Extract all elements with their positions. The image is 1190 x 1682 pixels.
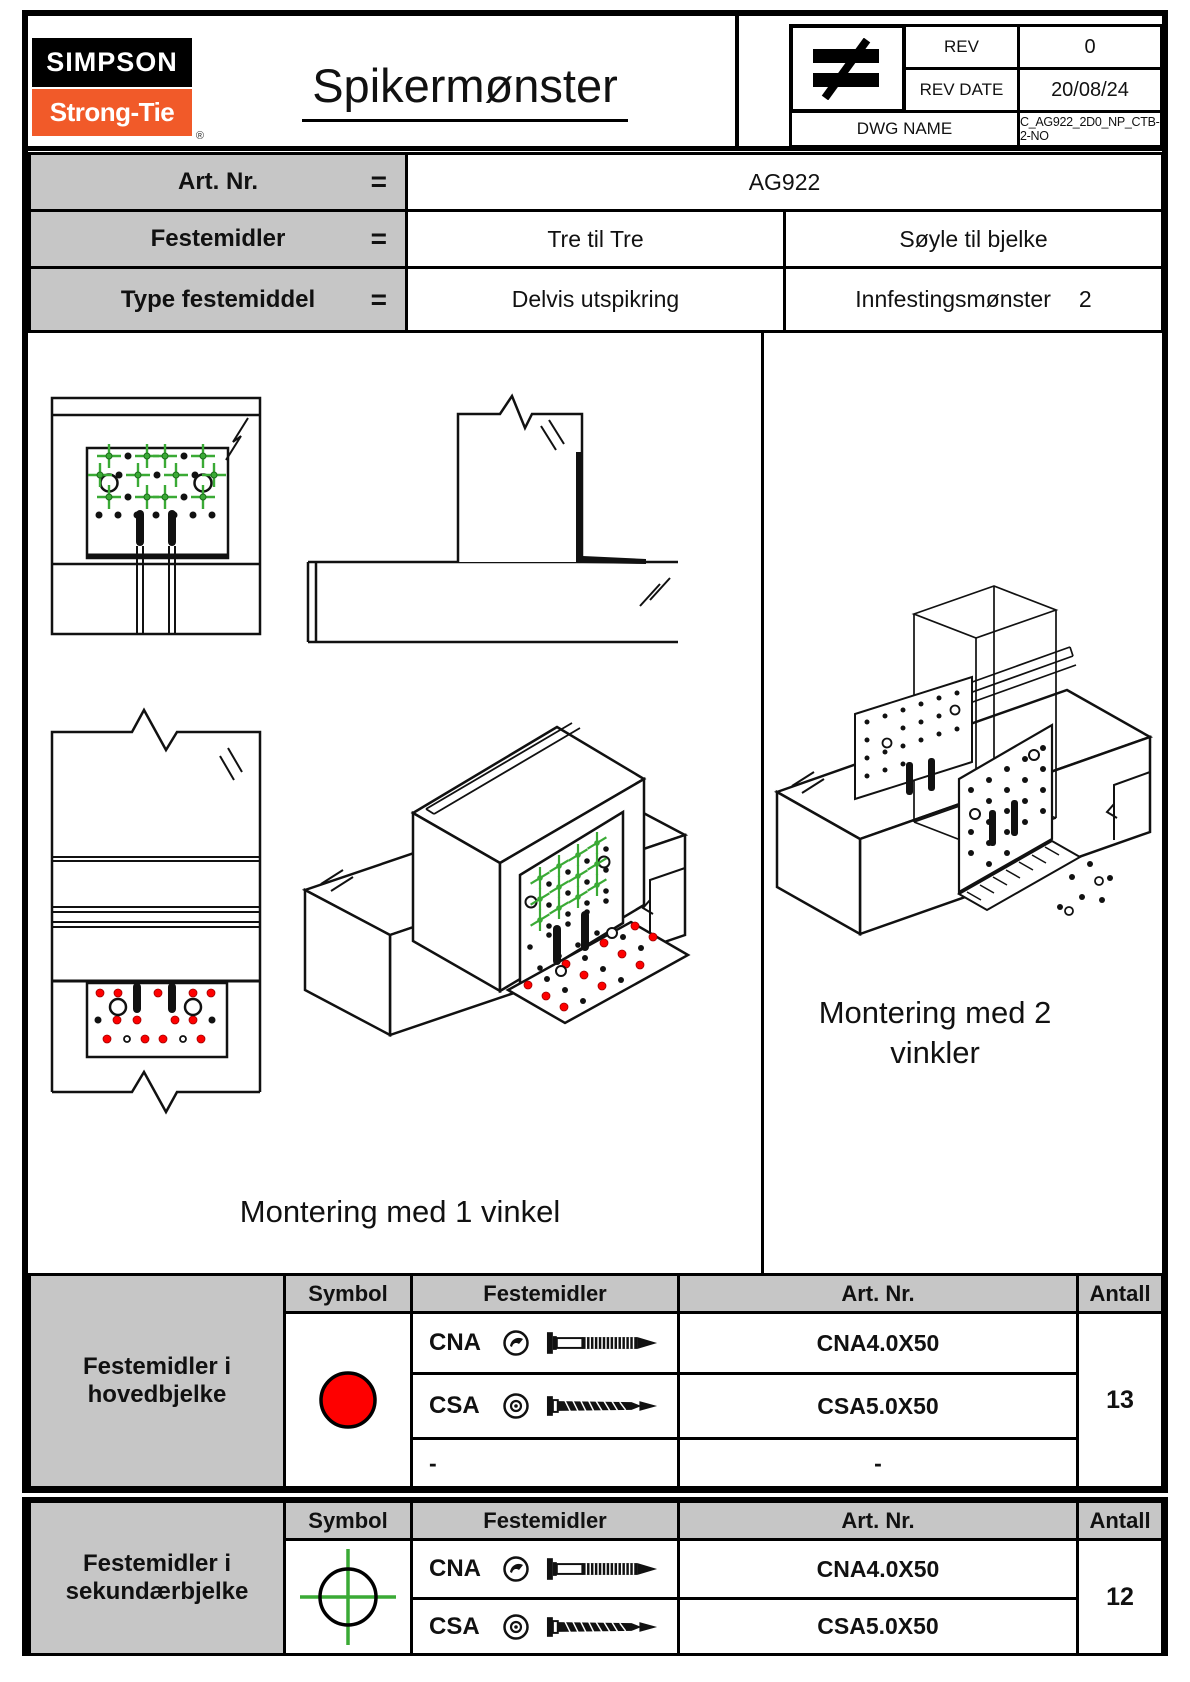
rev-label-cell: REV <box>903 24 1020 70</box>
festemidler-right-value-cell: Søyle til bjelke <box>783 209 1164 269</box>
rev-date-label-cell: REV DATE <box>903 67 1020 113</box>
drawing-panels-divider <box>761 333 764 1275</box>
art-nr-label-cell: Art. Nr. = <box>28 152 408 212</box>
header-bottom-border <box>22 146 1168 151</box>
rev-date-value-cell: 20/08/24 <box>1017 67 1163 113</box>
type-festemiddel-label-cell: Type festemiddel = <box>28 266 408 333</box>
table2-row1-art: CNA4.0X50 <box>677 1538 1079 1600</box>
cna-nail-icon <box>545 1326 663 1360</box>
isometric-one-bracket-drawing <box>295 688 715 1120</box>
csa-screw-icon <box>545 1610 663 1644</box>
table1-row2-festemidler: CSA <box>410 1372 680 1440</box>
csa-screw-icon <box>545 1389 663 1423</box>
front-view-column-drawing <box>40 392 270 642</box>
front-view-beam-drawing <box>40 700 270 1124</box>
logo-strongtie-text: Strong-Tie <box>32 89 192 136</box>
sheet-title: Spikermønster <box>205 58 725 122</box>
registered-trademark-symbol: ® <box>195 130 204 142</box>
table1-header-festemidler: Festemidler <box>410 1273 680 1314</box>
simpson-strongtie-logo <box>32 38 204 142</box>
table2-row2-art: CSA5.0X50 <box>677 1597 1079 1656</box>
table1-header-symbol: Symbol <box>283 1273 413 1314</box>
table1-header-art: Art. Nr. <box>677 1273 1079 1314</box>
cna-nail-icon <box>545 1552 663 1586</box>
table1-header-antall: Antall <box>1076 1273 1164 1314</box>
pattern-number: 2 <box>1078 286 1092 312</box>
table2-row1-festemidler: CNA <box>410 1538 680 1600</box>
caption-two-brackets: Montering med 2 vinkler <box>818 995 1052 1070</box>
festemidler-left-value-cell: Tre til Tre <box>405 209 786 269</box>
rev-value-cell: 0 <box>1017 24 1163 70</box>
table2-row2-festemidler: CSA <box>410 1597 680 1656</box>
caption-one-bracket: Montering med 1 vinkel <box>239 1194 561 1229</box>
dwg-name-label-cell: DWG NAME <box>789 110 1020 148</box>
isometric-two-brackets-drawing <box>772 582 1162 1002</box>
red-filled-circle-icon <box>313 1365 383 1435</box>
logo-simpson-text: SIMPSON <box>32 38 192 87</box>
header-divider <box>735 16 739 146</box>
table1-row2-art: CSA5.0X50 <box>677 1372 1079 1440</box>
not-equal-icon <box>809 38 887 100</box>
table1-row1-festemidler: CNA <box>410 1311 680 1375</box>
table2-row-label-cell: Festemidler i sekundærbjelke <box>28 1500 286 1656</box>
side-view-drawing <box>288 390 690 656</box>
not-equal-symbol-cell <box>789 24 906 113</box>
art-nr-value-cell: AG922 <box>405 152 1164 212</box>
type-left-value-cell: Delvis utspikring <box>405 266 786 333</box>
table2-header-festemidler: Festemidler <box>410 1500 680 1541</box>
table2-header-antall: Antall <box>1076 1500 1164 1541</box>
cna-head-icon <box>501 1554 531 1584</box>
table1-row1-art: CNA4.0X50 <box>677 1311 1079 1375</box>
csa-head-icon <box>501 1612 531 1642</box>
festemidler-label-cell: Festemidler = <box>28 209 408 269</box>
table2-symbol-cell <box>283 1538 413 1656</box>
table2-antall-cell: 12 <box>1076 1538 1164 1656</box>
table2-header-symbol: Symbol <box>283 1500 413 1541</box>
dwg-name-value-cell: C_AG922_2D0_NP_CTB-2-NO <box>1017 110 1163 148</box>
csa-head-icon <box>501 1391 531 1421</box>
table1-row3-festemidler: - <box>410 1437 680 1489</box>
table2-header-art: Art. Nr. <box>677 1500 1079 1541</box>
table1-row-label-cell: Festemidler i hovedbjelke <box>28 1273 286 1489</box>
cna-head-icon <box>501 1328 531 1358</box>
table1-antall-cell: 13 <box>1076 1311 1164 1489</box>
innfestingsmonster-cell: Innfestingsmønster 2 <box>783 266 1164 333</box>
green-crosshair-circle-icon <box>296 1545 400 1649</box>
table1-symbol-cell <box>283 1311 413 1489</box>
table1-row3-art: - <box>677 1437 1079 1489</box>
